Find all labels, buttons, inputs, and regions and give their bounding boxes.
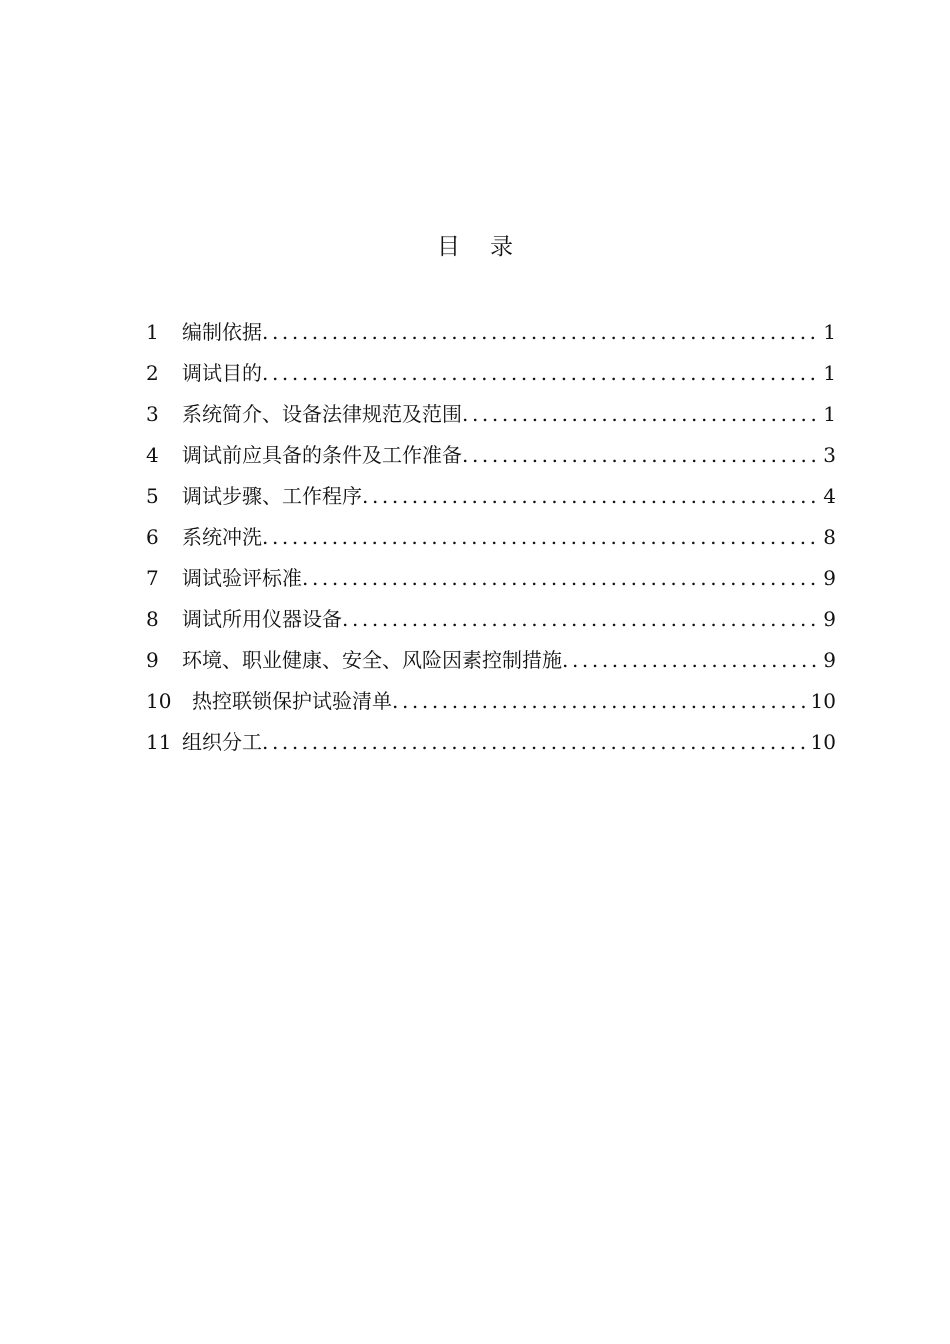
- toc-dot-leader: [262, 312, 821, 353]
- toc-dot-leader: [262, 353, 821, 394]
- toc-entry-title: 调试步骤、工作程序: [182, 484, 362, 508]
- toc-dot-leader: [462, 394, 821, 435]
- toc-dot-leader: [262, 722, 809, 763]
- toc-entry-number: 7: [146, 566, 159, 590]
- toc-entry-number: 3: [146, 402, 159, 426]
- page-title-char-1: 目: [437, 234, 460, 260]
- toc-entry-page: 1: [823, 320, 836, 344]
- toc-entry-title: 编制依据: [182, 320, 262, 344]
- toc-entry-title: 热控联锁保护试验清单: [192, 689, 392, 713]
- toc-entry-page: 9: [823, 607, 836, 631]
- toc-dot-leader: [262, 517, 821, 558]
- toc-entry-title: 环境、职业健康、安全、风险因素控制措施: [182, 648, 562, 672]
- toc-entry[interactable]: [146, 476, 836, 517]
- toc-entry-number: 11: [146, 730, 172, 754]
- toc-entry-number: 2: [146, 361, 159, 385]
- toc-entry-page: 4: [823, 484, 836, 508]
- toc-entry[interactable]: [146, 599, 836, 640]
- toc-entry[interactable]: [146, 312, 836, 353]
- toc-entry-page: 10: [810, 689, 836, 713]
- toc-entry-page: 1: [823, 402, 836, 426]
- toc-entry-title: 调试验评标准: [182, 566, 302, 590]
- page-title: [0, 228, 950, 261]
- toc-entry-number: 4: [146, 443, 159, 467]
- toc-entry-number: 1: [146, 320, 159, 344]
- toc-entry-number: 10: [146, 689, 172, 713]
- toc-entry-number: 8: [146, 607, 159, 631]
- toc-entry-number: 5: [146, 484, 159, 508]
- toc-entry[interactable]: [146, 394, 836, 435]
- page-title-char-2: 录: [490, 234, 513, 260]
- toc-entry-page: 10: [810, 730, 836, 754]
- toc-entry[interactable]: [146, 435, 836, 476]
- toc-entry-page: 3: [823, 443, 836, 467]
- toc-dot-leader: [342, 599, 821, 640]
- toc-entry-number: 6: [146, 525, 159, 549]
- toc-dot-leader: [562, 640, 821, 681]
- toc-entry-page: 9: [823, 566, 836, 590]
- toc-entry[interactable]: [146, 681, 836, 722]
- toc-dot-leader: [302, 558, 821, 599]
- toc-entry-number: 9: [146, 648, 159, 672]
- toc-entry-title: 系统冲洗: [182, 525, 262, 549]
- toc-entry[interactable]: [146, 353, 836, 394]
- table-of-contents: [146, 312, 836, 763]
- toc-entry[interactable]: [146, 517, 836, 558]
- toc-entry-title: 组织分工: [182, 730, 262, 754]
- toc-entry[interactable]: [146, 558, 836, 599]
- toc-entry-title: 调试目的: [182, 361, 262, 385]
- toc-dot-leader: [392, 681, 809, 722]
- toc-entry-title: 调试所用仪器设备: [182, 607, 342, 631]
- toc-dot-leader: [362, 476, 821, 517]
- toc-entry-page: 9: [823, 648, 836, 672]
- toc-entry-page: 8: [823, 525, 836, 549]
- toc-dot-leader: [462, 435, 821, 476]
- toc-entry[interactable]: [146, 640, 836, 681]
- toc-entry-title: 系统简介、设备法律规范及范围: [182, 402, 462, 426]
- toc-entry-page: 1: [823, 361, 836, 385]
- toc-entry-title: 调试前应具备的条件及工作准备: [182, 443, 462, 467]
- toc-entry[interactable]: [146, 722, 836, 763]
